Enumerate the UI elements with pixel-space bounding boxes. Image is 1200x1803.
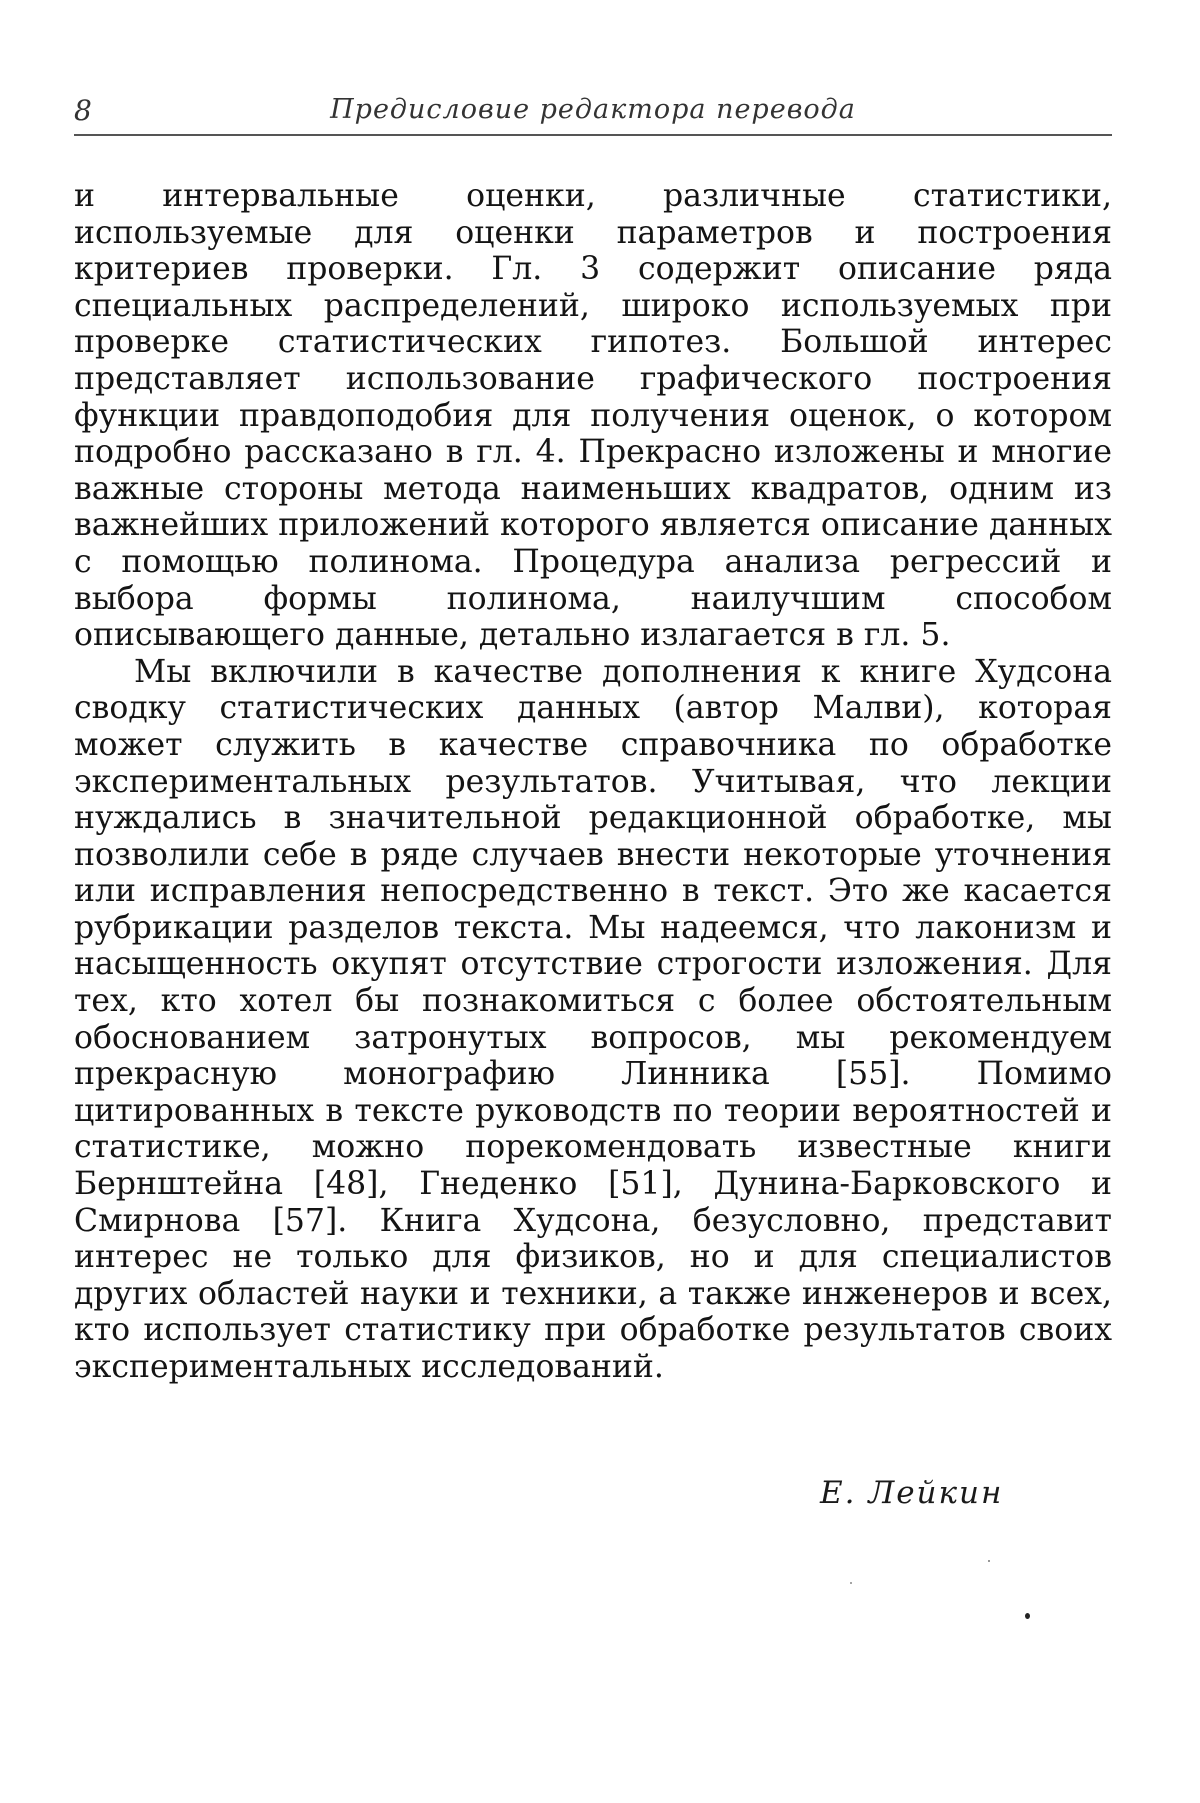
print-speck — [988, 1560, 990, 1562]
body-text — [74, 178, 1112, 1386]
header-rule — [74, 134, 1112, 136]
page-number: 8 — [74, 94, 92, 127]
paragraph-continued: и интервальные оценки, различные статистики, используемые для оценки параметров и построения критериев проверки. Гл. 3 содержит описание ряда специальных распределений, широко используемых при проверке статистических гипотез. Большой интерес представляет использование графического построения функции правдоподобия для получения оценок, о котором подробно рассказано в гл. 4. Прекрасно изложены и многие важные стороны метода наименьших квадратов, одним из важнейших приложений которого является описание данных с помощью полинома. Процедура анализа регрессий и выбора формы полинома, наилучшим способом описывающего данные, детально излагается в гл. 5. — [74, 178, 1112, 654]
running-title: Предисловие редактора перевода — [330, 94, 856, 125]
running-head — [74, 88, 1112, 132]
print-speck — [1025, 1613, 1030, 1619]
print-speck — [850, 1582, 852, 1584]
editor-signature: Е. Лейкин — [820, 1475, 1004, 1511]
paragraph-supplement: Мы включили в качестве дополнения к книге Худсона сводку статистических данных (автор Малви), которая может служить в качестве справочника по обработке экспериментальных результатов. Учитывая, что лекции нуждались в значительной редакционной обработке, мы позволили себе в ряде случаев внести некоторые уточнения или исправления непосредственно в текст. Это же касается рубрикации разделов текста. Мы надеемся, что лаконизм и насыщенность окупят отсутствие строгости изложения. Для тех, кто хотел бы познакомиться с более обстоятельным обоснованием затронутых вопросов, мы рекомендуем прекрасную монографию Линника [55]. Помимо цитированных в тексте руководств по теории вероятностей и статистике, можно порекомендовать известные книги Бернштейна [48], Гнеденко [51], Дунина-Барковского и Смирнова [57]. Книга Худсона, безусловно, представит интерес не только для физиков, но и для специалистов других областей науки и техники, а также инженеров и всех, кто использует статистику при обработке результатов своих экспериментальных исследований. — [74, 653, 1112, 1385]
